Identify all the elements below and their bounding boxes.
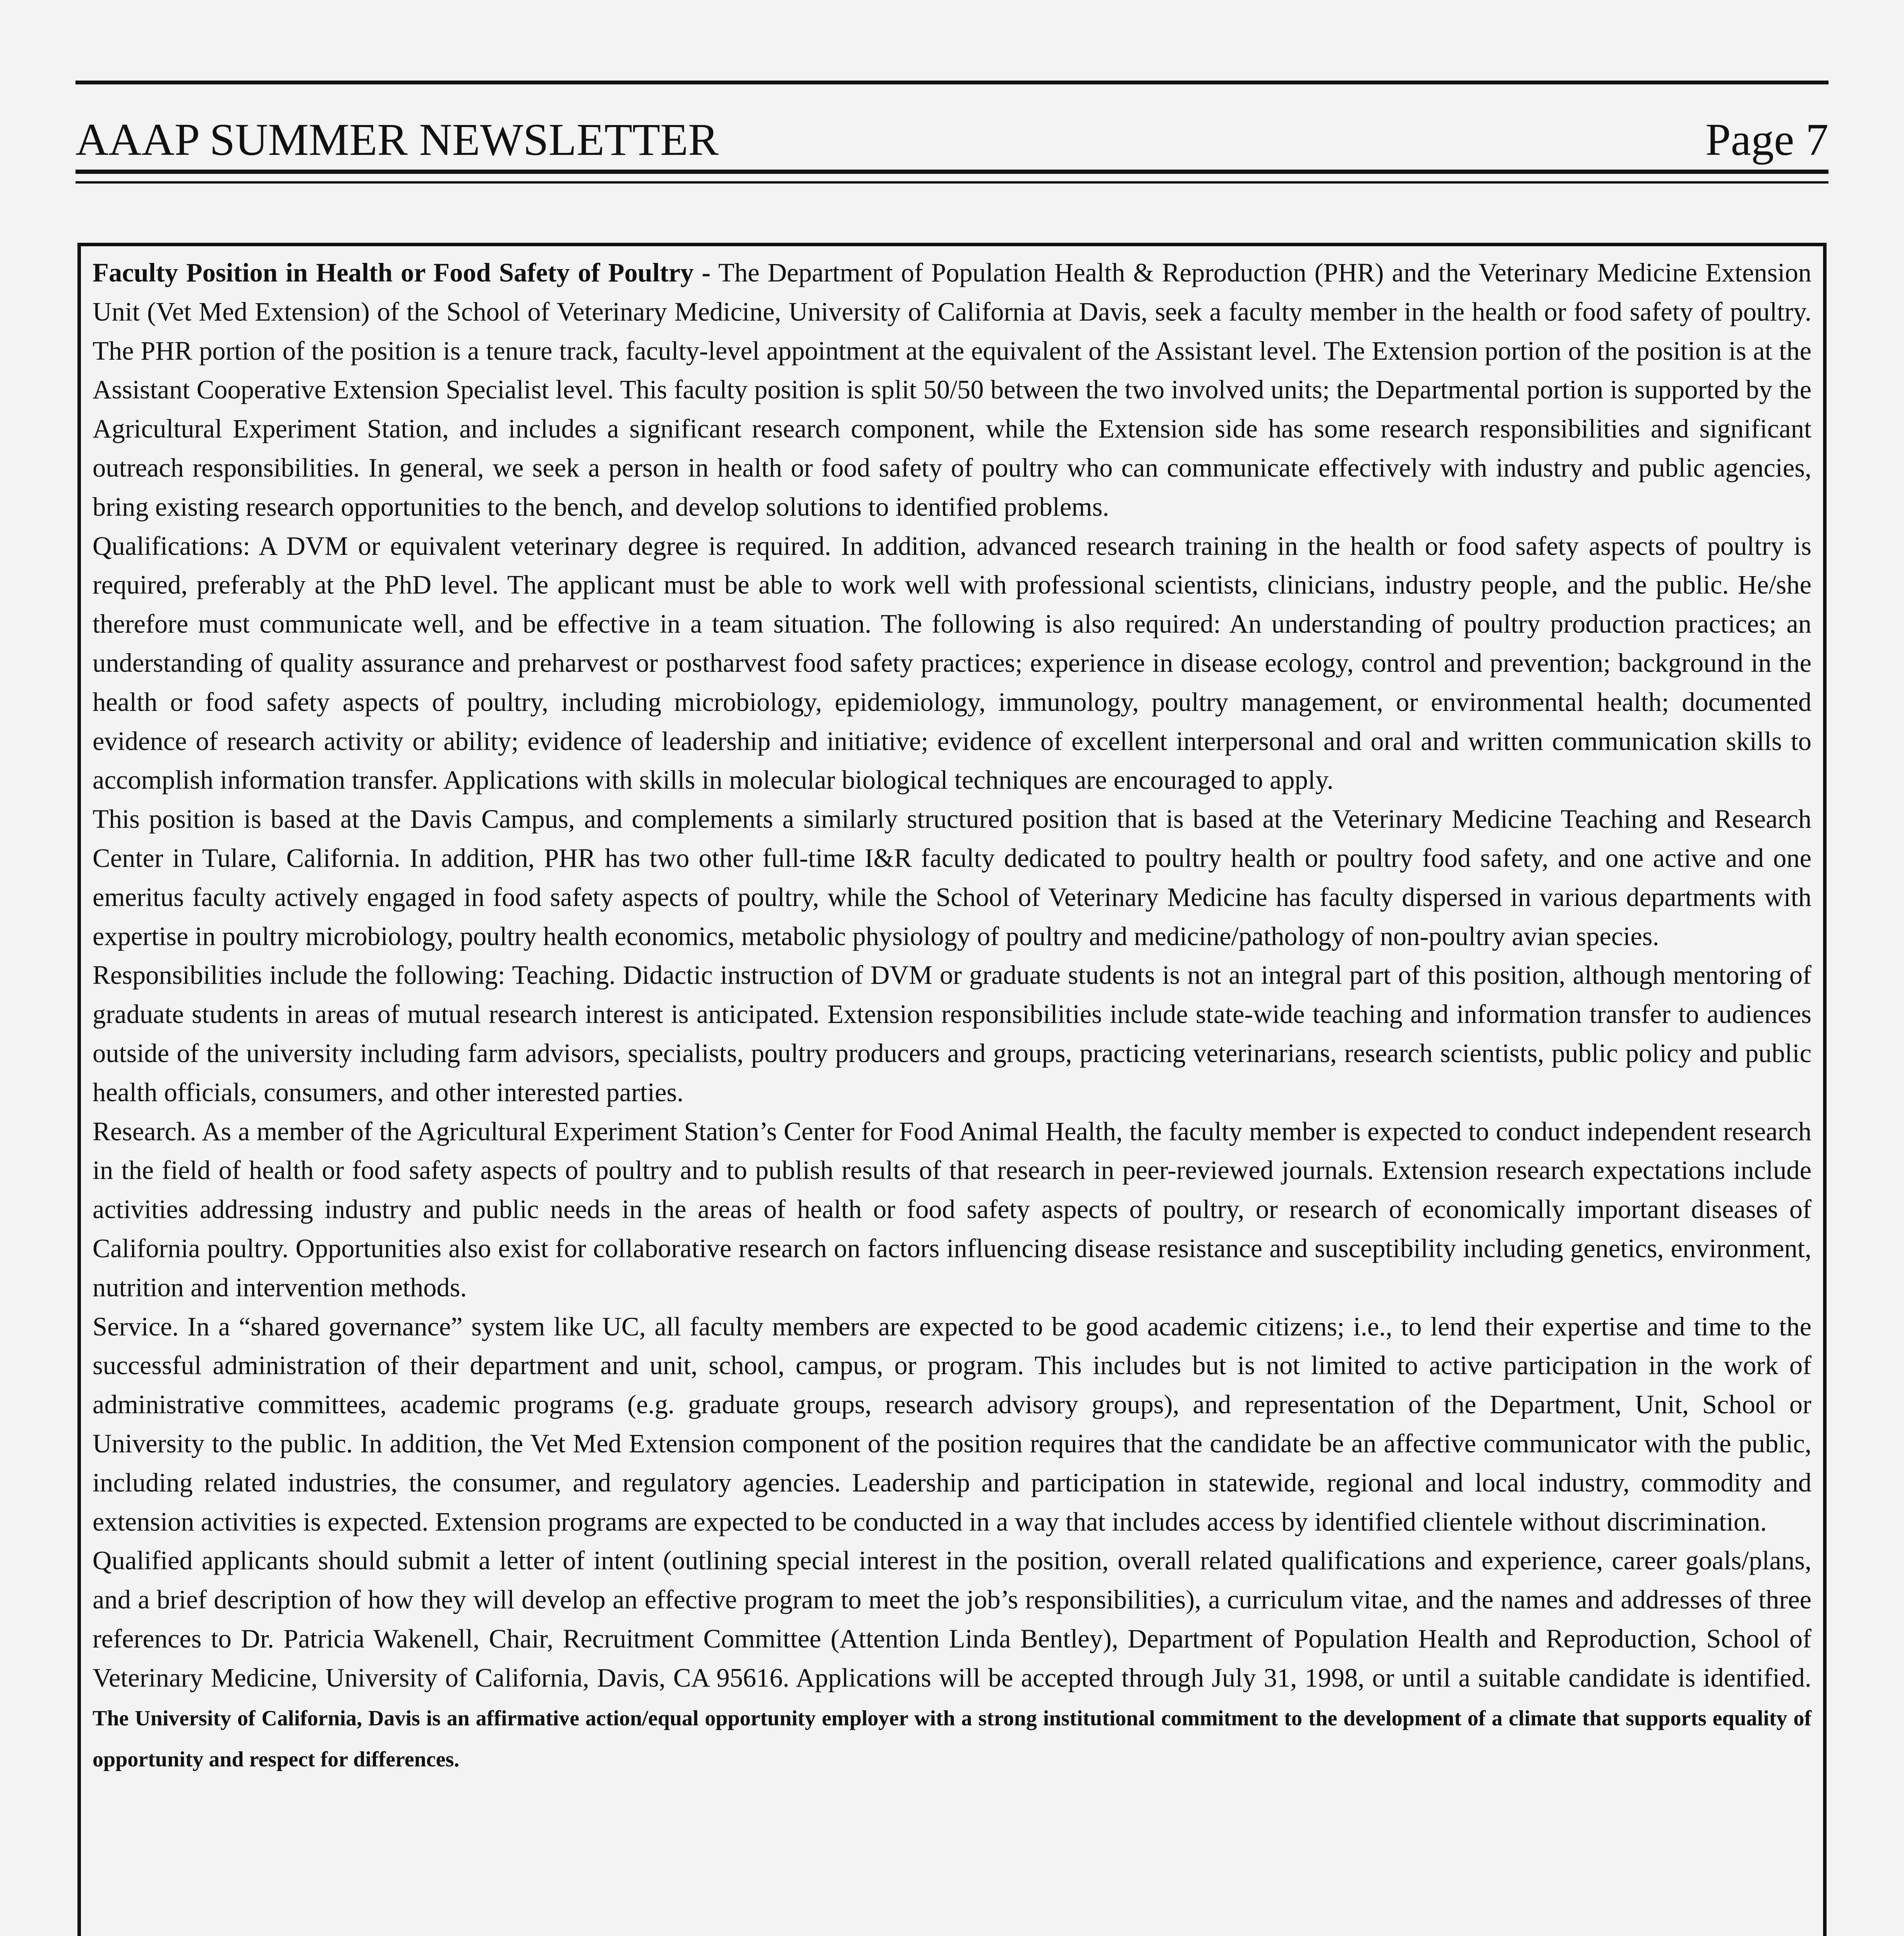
header-rule-thin xyxy=(76,181,1828,184)
application-paragraph xyxy=(93,1541,1811,1779)
article-paragraph-intro xyxy=(93,253,1811,527)
header-rule-thick xyxy=(76,170,1828,174)
responsibilities-paragraph: Responsibilities include the following: Teaching. Didactic instruction of DVM or graduate students is not an integral part of this position, although mentoring of graduate students in areas of mutual research interest is anticipated. Extension responsibilities include state-wide teaching and information transfer to audiences outside of the university including farm advisors, specialists, poultry producers and groups, practicing veterinarians, research scientists, public policy and public health officials, consumers, and other interested parties. xyxy=(93,960,1811,1107)
article-body xyxy=(93,253,1811,1779)
article-headline: Faculty Position in Health or Food Safety of Poultry - xyxy=(93,258,711,287)
masthead xyxy=(76,95,1828,163)
research-paragraph: Research. As a member of the Agricultural Experiment Station’s Center for Food Animal Health, the faculty member is expected to conduct independent research in the field of health or food safety aspects of poultry and to publish results of that research in peer-reviewed journals. Extension research expectations include activities addressing industry and public needs in the areas of health or food safety aspects of poultry, or research of economically important diseases of California poultry. Opportunities also exist for collaborative research on factors influencing disease resistance and susceptibility including genetics, environment, nutrition and intervention methods. xyxy=(93,1116,1811,1302)
qualifications-paragraph: Qualifications: A DVM or equivalent veterinary degree is required. In addition, advanced research training in the health or food safety aspects of poultry is required, preferably at the PhD level. The applicant must be able to work well with professional scientists, clinicians, industry people, and the public. He/she therefore must communicate well, and be effective in a team situation. The following is also required: An understanding of poultry production practices; an understanding of quality assurance and preharvest or postharvest food safety practices; experience in disease ecology, control and prevention; background in the health or food safety aspects of poultry, including microbiology, epidemiology, immunology, poultry management, or environmental health; documented evidence of research activity or ability; evidence of leadership and initiative; evidence of excellent interpersonal and oral and written communication skills to accomplish information transfer. Applications with skills in molecular biological techniques are encouraged to apply. xyxy=(93,531,1811,795)
top-rule xyxy=(76,81,1828,84)
eeo-statement: The University of California, Davis is an affirmative action/equal opportunity employer with a strong institutional commitment to the development of a climate that supports equality of opportunity and respect for differences. xyxy=(93,1706,1811,1772)
service-paragraph: Service. In a “shared governance” system like UC, all faculty members are expected to be good academic citizens; i.e., to lend their expertise and time to the successful administration of their department and unit, school, campus, or program. This includes but is not limited to active participation in the work of administrative committees, academic programs (e.g. graduate groups, research advisory groups), and representation of the Department, Unit, School or University to the public. In addition, the Vet Med Extension component of the position requires that the candidate be an affective communicator with the public, including related industries, the consumer, and regulatory agencies. Leadership and participation in statewide, regional and local industry, commodity and extension activities is expected. Extension programs are expected to be conducted in a way that includes access by identified clientele without discrimination. xyxy=(93,1311,1811,1536)
location-paragraph: This position is based at the Davis Campus, and complements a similarly structured position that is based at the Veterinary Medicine Teaching and Research Center in Tulare, California. In addition, PHR has two other full-time I&R faculty dedicated to poultry health or poultry food safety, and one active and one emeritus faculty actively engaged in food safety aspects of poultry, while the School of Veterinary Medicine has faculty dispersed in various departments with expertise in poultry microbiology, poultry health economics, metabolic physiology of poultry and medicine/pathology of non-poultry avian species. xyxy=(93,804,1811,951)
application-text: Qualified applicants should submit a letter of intent (outlining special interest in the position, overall related qualifications and experience, career goals/plans, and a brief description of how they will develop an effective program to meet the job’s responsibilities), a curriculum vitae, and the names and addresses of three references to Dr. Patricia Wakenell, Chair, Recruitment Committee (Attention Linda Bentley), Department of Population Health and Reproduction, School of Veterinary Medicine, University of California, Davis, CA 95616. Applications will be accepted through July 31, 1998, or until a suitable candidate is identified. xyxy=(93,1546,1811,1692)
article-box xyxy=(77,243,1827,1936)
newsletter-title: AAAP SUMMER NEWSLETTER xyxy=(76,114,719,165)
intro-text: The Department of Population Health & Reproduction (PHR) and the Veterinary Medicine Extension Unit (Vet Med Extension) of the School of Veterinary Medicine, University of California at Davis, seek a faculty member in the health or food safety of poultry. The PHR portion of the position is a tenure track, faculty-level appointment at the equivalent of the Assistant level. The Extension portion of the position is at the Assistant Cooperative Extension Specialist level. This faculty position is split 50/50 between the two involved units; the Departmental portion is supported by the Agricultural Experiment Station, and includes a significant research component, while the Extension side has some research responsibilities and significant outreach responsibilities. In general, we seek a person in health or food safety of poultry who can communicate effectively with industry and public agencies, bring existing research opportunities to the bench, and develop solutions to identified problems. xyxy=(93,258,1811,522)
page-number: Page 7 xyxy=(1705,114,1828,165)
